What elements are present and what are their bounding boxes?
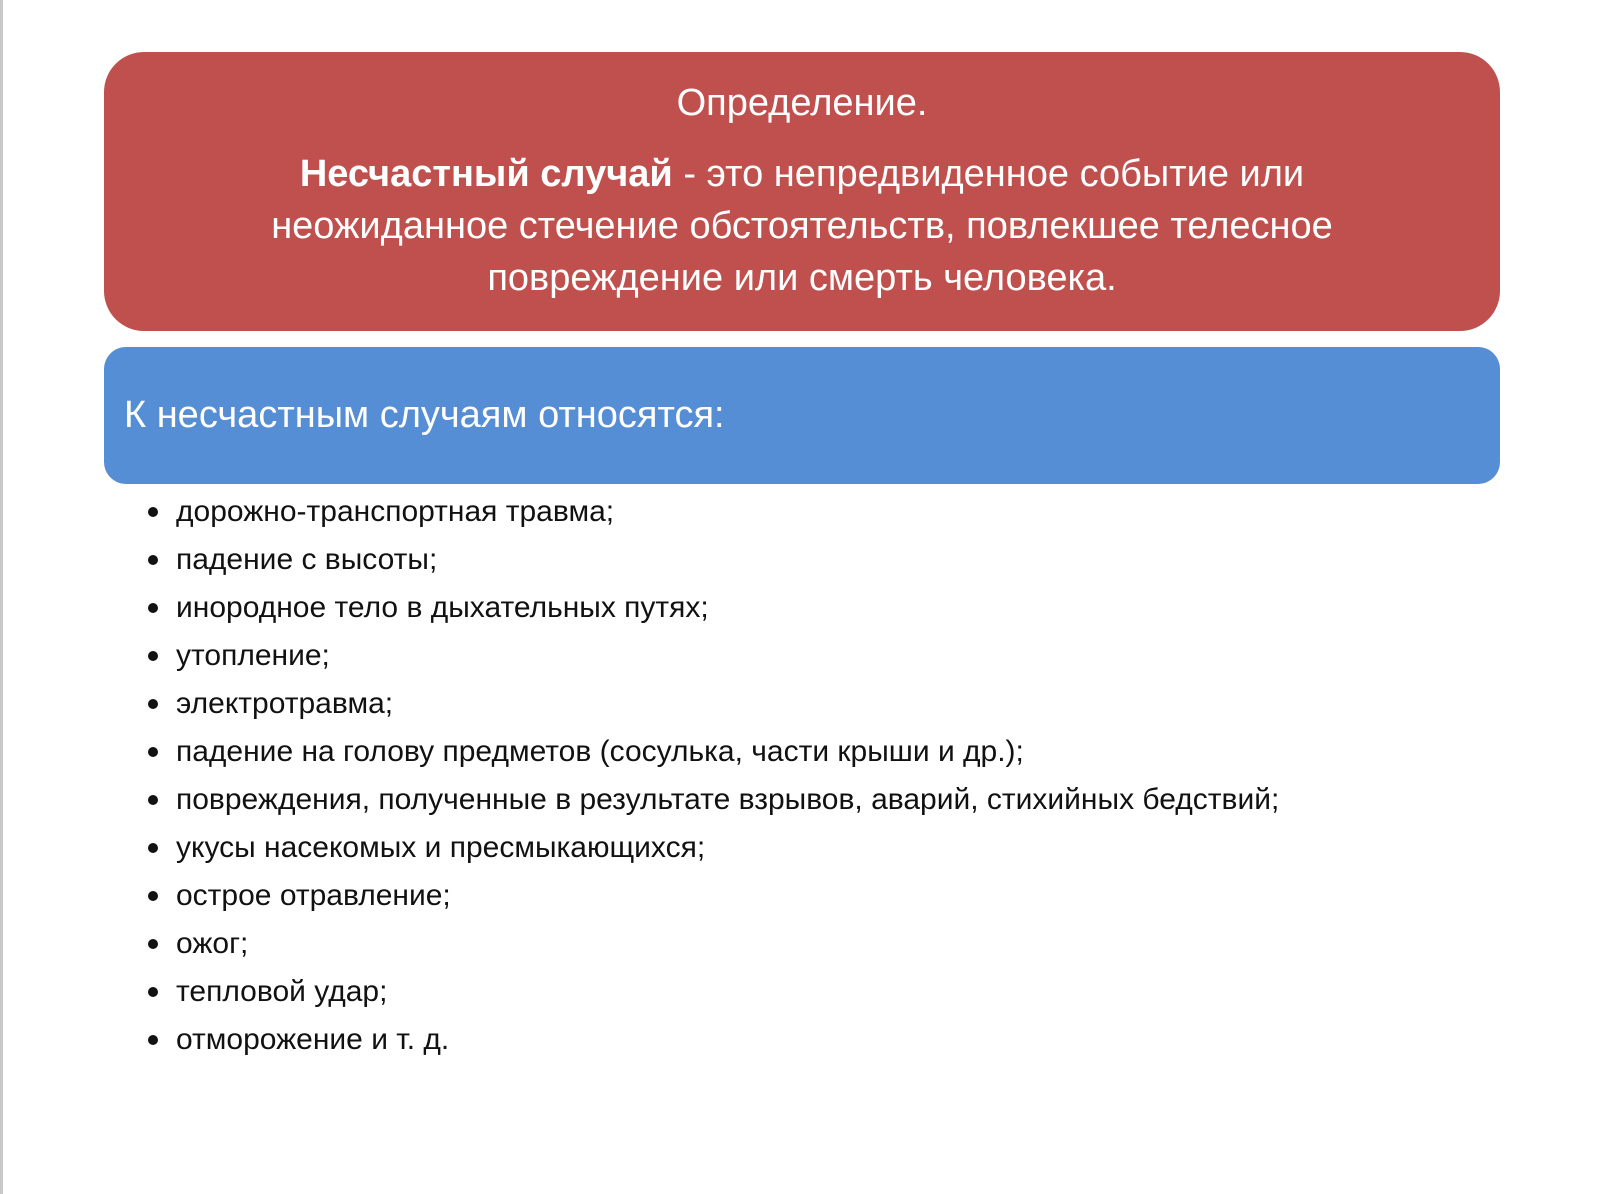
list-item (148, 584, 1279, 632)
list-item-text: падение на голову предметов (сосулька, части крыши и др.); (176, 735, 1024, 768)
bullet-icon (148, 891, 158, 901)
list-item-text: дорожно-транспортная травма; (176, 495, 615, 528)
bullet-icon (148, 555, 158, 565)
list-item-text: падение с высоты; (176, 543, 438, 576)
list-item (148, 968, 1279, 1016)
list-item (148, 728, 1279, 776)
list-item (148, 1016, 1279, 1064)
list-item (148, 872, 1279, 920)
bullet-icon (148, 747, 158, 757)
list-item-text: ожог; (176, 927, 249, 960)
list-item-text: повреждения, полученные в результате взрывов, аварий, стихийных бедствий; (176, 783, 1280, 816)
category-heading: К несчастным случаям относятся: (124, 394, 725, 436)
bullet-icon (148, 795, 158, 805)
accident-types-list (148, 488, 1279, 1064)
bullet-icon (148, 1035, 158, 1045)
list-item-text: отморожение и т. д. (176, 1023, 450, 1056)
bullet-icon (148, 987, 158, 997)
list-item (148, 680, 1279, 728)
bullet-icon (148, 939, 158, 949)
list-item-text: тепловой удар; (176, 975, 388, 1008)
definition-term: Несчастный случай (299, 153, 673, 195)
list-item (148, 776, 1279, 824)
list-item-text: острое отравление; (176, 879, 451, 912)
definition-heading: Определение. (676, 82, 928, 124)
list-item-text: укусы насекомых и пресмыкающихся; (176, 831, 706, 864)
bullet-icon (148, 651, 158, 661)
list-item (148, 536, 1279, 584)
bullet-icon (148, 843, 158, 853)
list-item-text: утопление; (176, 639, 330, 672)
definition-text (184, 148, 1420, 304)
definition-box (104, 52, 1500, 331)
list-item (148, 632, 1279, 680)
bullet-icon (148, 699, 158, 709)
list-item-text: электротравма; (176, 687, 394, 720)
category-box (104, 347, 1500, 484)
bullet-icon (148, 603, 158, 613)
list-item (148, 920, 1279, 968)
list-item-text: инородное тело в дыхательных путях; (176, 591, 709, 624)
list-item (148, 488, 1279, 536)
bullet-icon (148, 507, 158, 517)
list-item (148, 824, 1279, 872)
page-left-edge (0, 0, 3, 1194)
definition-body: - это непредвиденное событие или неожиданное стечение обстоятельств, повлекшее телесное повреждение или смерть человека. (271, 153, 1333, 299)
